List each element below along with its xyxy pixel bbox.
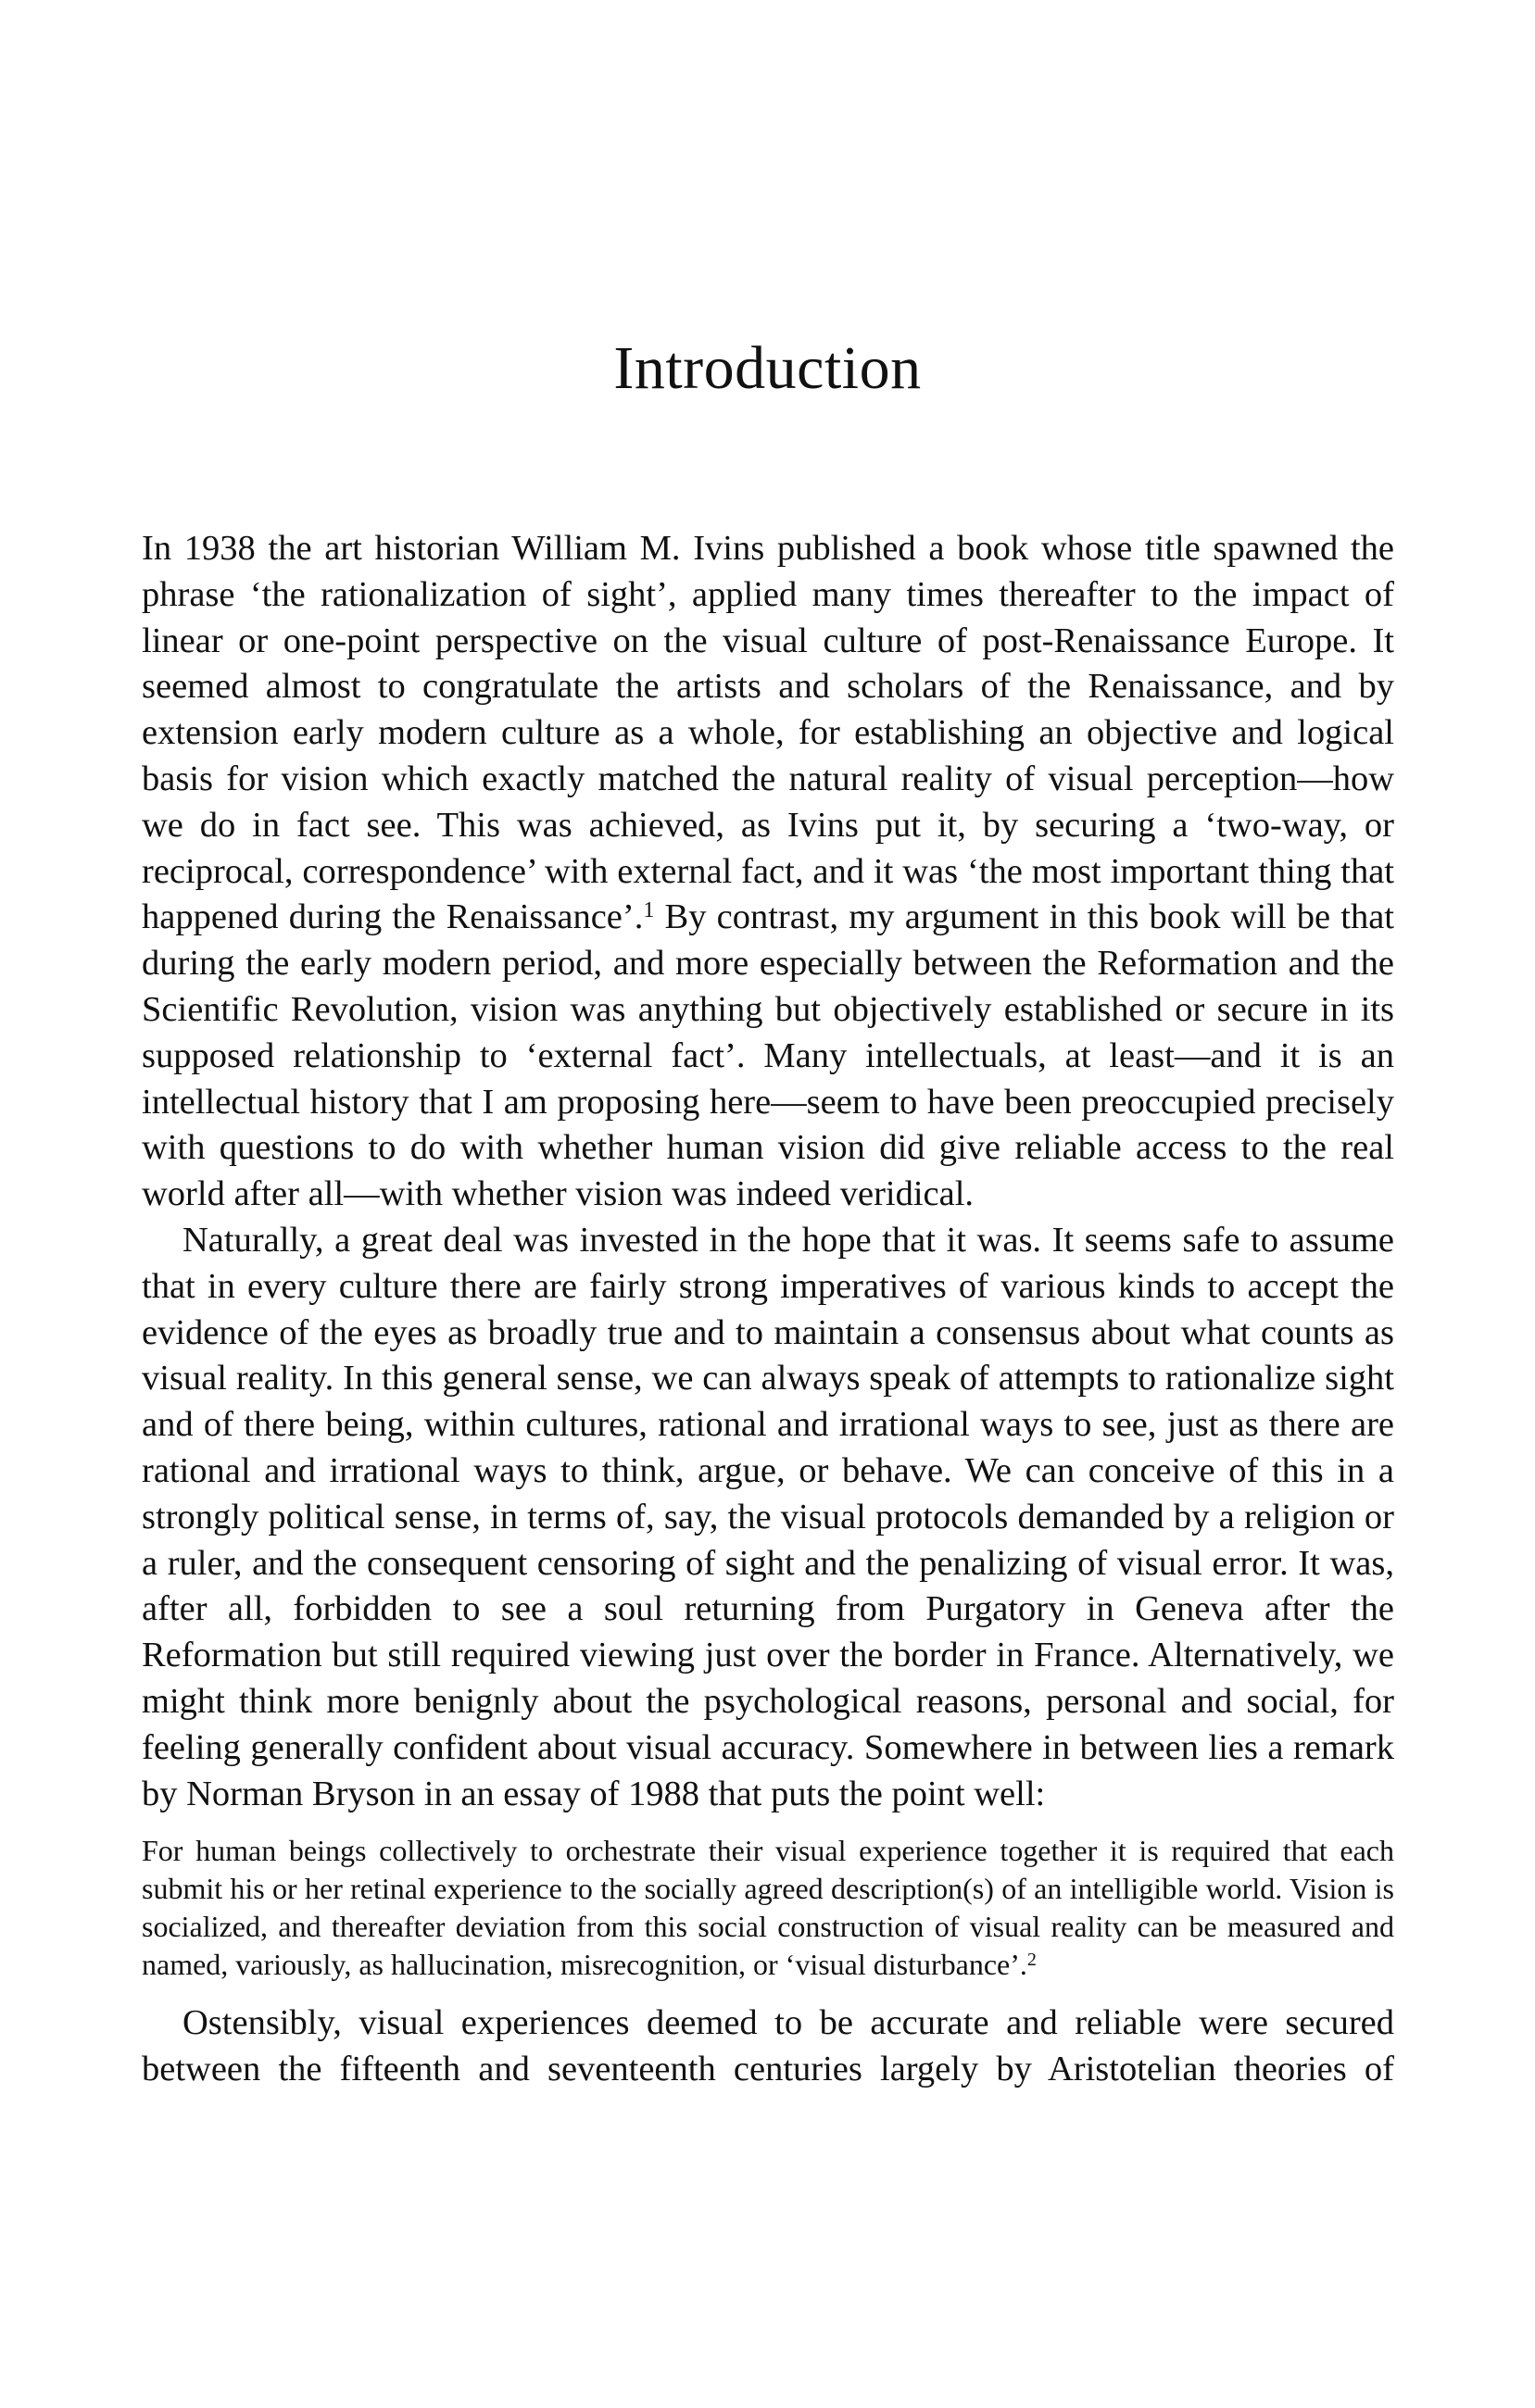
footnote-marker-1[interactable]: 1 (643, 898, 655, 923)
paragraph-1-text-continued: By contrast, my argument in this book will be that during the early modern period, and more especially between the Reformation and the Scientific Revolution, vision was anything but objectively established or secure in its supposed relationship to ‘external fact’. Many intellectuals, at least—and it is an intellectual history that I am proposing here—seem to have been preoccupied precisely with questions to do with whether human vision did give reliable access to the real world after all—with whether vision was indeed veridical. (142, 897, 1394, 1214)
footnote-marker-2[interactable]: 2 (1026, 1950, 1037, 1971)
block-quote-text: For human beings collectively to orchestrate their visual experience together it is required that each submit his or her retinal experience to the socially agreed description(s) of an intelligible world. Vision is socialized, and thereafter deviation from this social construction of visual reality can be measured and named, variously, as hallucination, misrecognition, or ‘visual disturbance’. (142, 1834, 1394, 1982)
paragraph-1 (142, 526, 1394, 1218)
paragraph-1-text: In 1938 the art historian William M. Ivins published a book whose title spawned the phrase ‘the rationalization of sight’, applied many times thereafter to the impact of linear or one-point perspective on the visual culture of post-Renaissance Europe. It seemed almost to congratulate the artists and scholars of the Renaissance, and by extension early modern culture as a whole, for establishing an objective and logical basis for vision which exactly matched the natural reality of visual perception—how we do in fact see. This was achieved, as Ivins put it, by securing a ‘two-way, or reciprocal, correspondence’ with external fact, and it was ‘the most important thing that happened during the Renaissance’. (142, 529, 1394, 937)
block-quote (142, 1832, 1394, 1984)
body-text (142, 526, 1394, 2093)
paragraph-2: Naturally, a great deal was invested in the hope that it was. It seems safe to assume that in every culture there are fairly strong imperatives of various kinds to accept the evidence of the eyes as broadly true and to maintain a consensus about what counts as visual reality. In this general sense, we can always speak of attempts to rationalize sight and of there being, within cultures, rational and irrational ways to see, just as there are rational and irrational ways to think, argue, or behave. We can conceive of this in a strongly political sense, in terms of, say, the visual protocols demanded by a religion or a ruler, and the consequent censoring of sight and the penalizing of visual error. It was, after all, forbidden to see a soul returning from Purgatory in Geneva after the Reformation but still required viewing just over the border in France. Alternatively, we might think more benignly about the psychological reasons, personal and social, for feeling generally confident about visual accuracy. Somewhere in between lies a remark by Norman Bryson in an essay of 1988 that puts the point well: (142, 1220, 1394, 1813)
chapter-title: Introduction (613, 334, 922, 402)
paragraph-3: Ostensibly, visual experiences deemed to be accurate and reliable were secured between the fifteenth and seventeenth centuries largely by Aristotelian theories of (142, 2003, 1394, 2089)
